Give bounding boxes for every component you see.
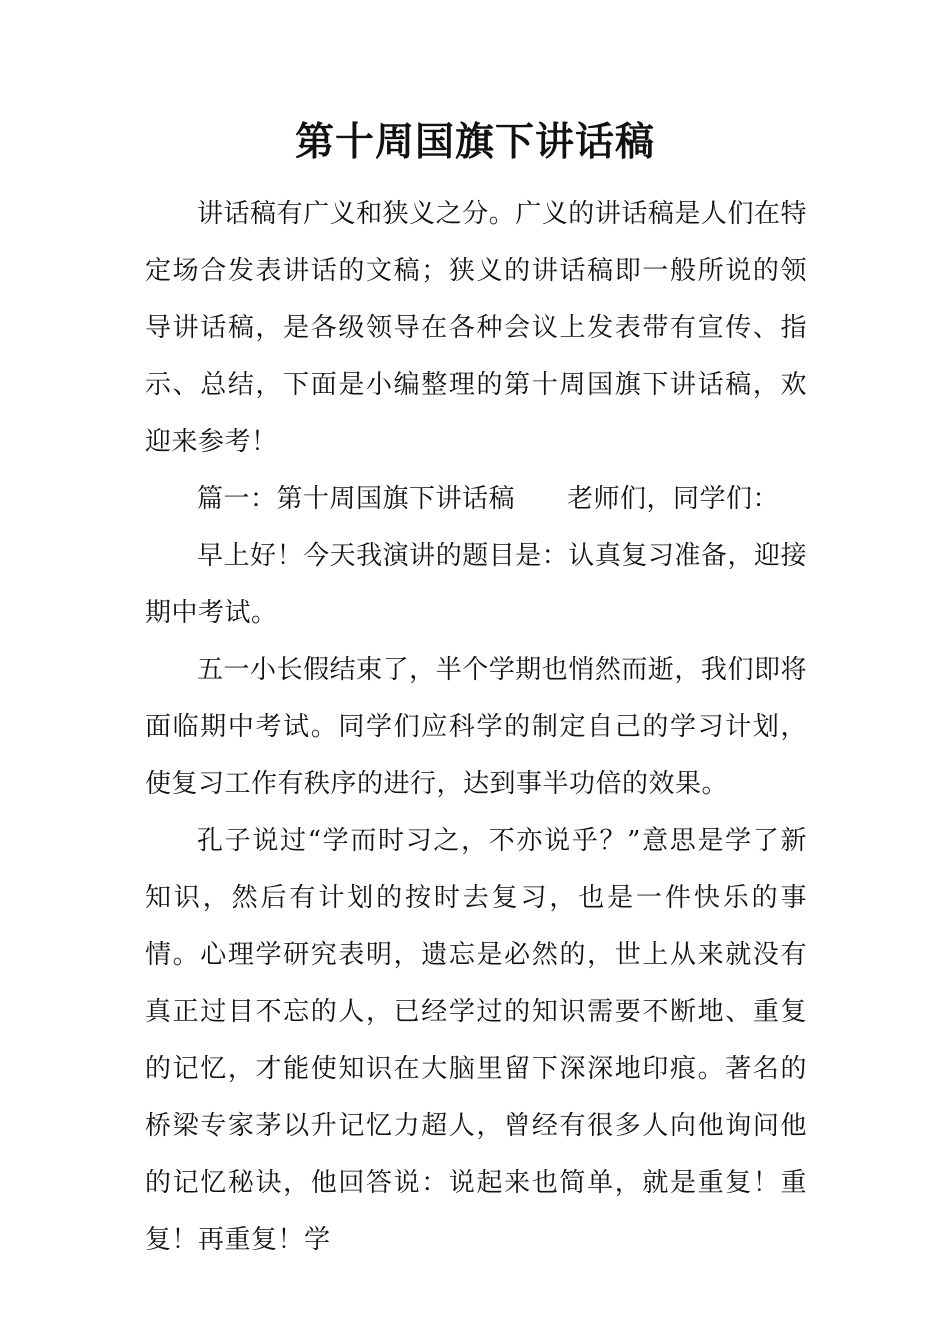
salutation: 老师们，同学们： — [567, 484, 780, 514]
greeting-paragraph: 早上好！今天我演讲的题目是：认真复习准备，迎接期中考试。 — [145, 541, 807, 628]
document-body — [145, 186, 807, 1269]
body-paragraph: 五一小长假结束了，半个学期也悄然而逝，我们即将面临期中考试。同学们应科学的制定自己的学习计划，使复习工作有秩序的进行，达到事半功倍的效果。 — [145, 655, 807, 799]
intro-paragraph: 讲话稿有广义和狭义之分。广义的讲话稿是人们在特定场合发表讲话的文稿；狭义的讲话稿即一般所说的领导讲话稿，是各级领导在各种会议上发表带有宣传、指示、总结，下面是小编整理的第十周国旗下讲话稿，欢迎来参考！ — [145, 199, 807, 457]
section-heading: 篇一：第十周国旗下讲话稿 — [197, 484, 516, 514]
section-heading-line — [145, 471, 807, 528]
document-title: 第十周国旗下讲话稿 — [294, 119, 655, 165]
body-paragraph: 孔子说过“学而时习之，不亦说乎？”意思是学了新知识，然后有计划的按时去复习，也是一件快乐的事情。心理学研究表明，遗忘是必然的，世上从来就没有真正过目不忘的人，已经学过的知识需要不断地、重复的记忆，才能使知识在大脑里留下深深地印痕。著名的桥梁专家茅以升记忆力超人，曾经有很多人向他询问他的记忆秘诀，他回答说：说起来也简单，就是重复！重复！再重复！学 — [145, 826, 807, 1255]
